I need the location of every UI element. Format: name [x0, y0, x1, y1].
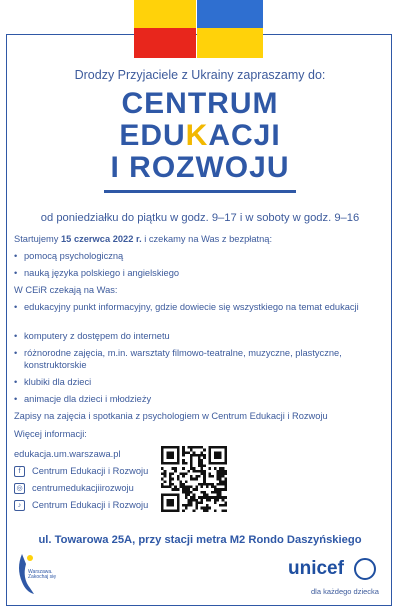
title-line-2	[0, 120, 400, 152]
social-label: centrumedukacjiirozwoju	[32, 483, 134, 493]
start-suffix: i czekamy na Was z bezpłatną:	[141, 234, 273, 244]
list-item: • komputery z dostępem do internetu	[14, 330, 376, 342]
list-item-text: klubiki dla dzieci	[24, 377, 92, 387]
social-label: Centrum Edukacji i Rozwoju	[32, 500, 149, 510]
title-highlight-k: K	[185, 119, 209, 152]
list-item-text: animacje dla dzieci i młodzieży	[24, 394, 152, 404]
social-facebook[interactable]	[14, 465, 148, 477]
list-item: • animacje dla dzieci i młodzieży	[14, 393, 376, 405]
flag-blue-top	[197, 0, 263, 28]
list-item: • edukacyjny punkt informacyjny, gdzie dowiecie się wszystkiego na temat edukacji	[14, 301, 376, 313]
website-link[interactable]: edukacja.um.warszawa.pl	[14, 449, 121, 459]
start-date: 15 czerwca 2022 r.	[61, 234, 142, 244]
social-instagram[interactable]	[14, 482, 134, 494]
list-item: • nauką języka polskiego i angielskiego	[14, 267, 376, 279]
list-item-text: nauką języka polskiego i angielskiego	[24, 268, 180, 278]
list-item-text: różnorodne zajęcia, m.in. warsztaty filmowo-teatralne, muzyczne, plastyczne, konstruktorskie	[24, 348, 342, 370]
facebook-icon: f	[14, 466, 25, 477]
start-prefix: Startujemy	[14, 234, 62, 244]
list-item: • pomocą psychologiczną	[14, 250, 376, 262]
list-item: • klubiki dla dzieci	[14, 376, 376, 388]
address: ul. Towarowa 25A, przy stacji metra M2 Rondo Daszyńskiego	[38, 534, 362, 546]
flag-yellow-top	[134, 0, 196, 28]
title-line-1: CENTRUM	[121, 87, 279, 120]
qr-code[interactable]	[161, 446, 227, 512]
instagram-icon: ◎	[14, 483, 25, 494]
more-info-label: Więcej informacji:	[14, 429, 87, 439]
list-item: • różnorodne zajęcia, m.in. warsztaty filmowo-teatralne, muzyczne, plastyczne, konstruktorskie	[14, 347, 376, 371]
list-item-text: pomocą psychologiczną	[24, 251, 124, 261]
social-tiktok[interactable]	[14, 499, 148, 511]
unicef-globe-icon	[354, 558, 376, 580]
unicef-logo: unicef	[288, 558, 344, 579]
intro-text: Drodzy Przyjaciele z Ukrainy zapraszamy do:	[74, 68, 326, 82]
signup-text: Zapisy na zajęcia i spotkania z psychologiem w Centrum Edukacji i Rozwoju	[14, 411, 328, 421]
list-item-text: edukacyjny punkt informacyjny, gdzie dowiecie się wszystkiego na temat edukacji	[24, 302, 359, 312]
title-part: EDU	[119, 119, 186, 152]
unicef-tagline: dla każdego dziecka	[311, 587, 379, 596]
list-item-text: komputery z dostępem do internetu	[24, 331, 170, 341]
start-line	[14, 233, 384, 245]
opening-hours: od poniedziałku do piątku w godz. 9–17 i w soboty w godz. 9–16	[40, 212, 360, 224]
title-part: A	[208, 119, 231, 152]
tiktok-icon: ♪	[14, 500, 25, 511]
logo-text: Warszawa. Zakochaj się	[28, 569, 57, 580]
title-underline	[104, 190, 296, 193]
social-label: Centrum Edukacji i Rozwoju	[32, 466, 149, 476]
ceir-heading: W CEiR czekają na Was:	[14, 285, 118, 295]
title-part: CJI	[231, 119, 281, 152]
title-line-3: I ROZWOJU	[110, 151, 290, 184]
